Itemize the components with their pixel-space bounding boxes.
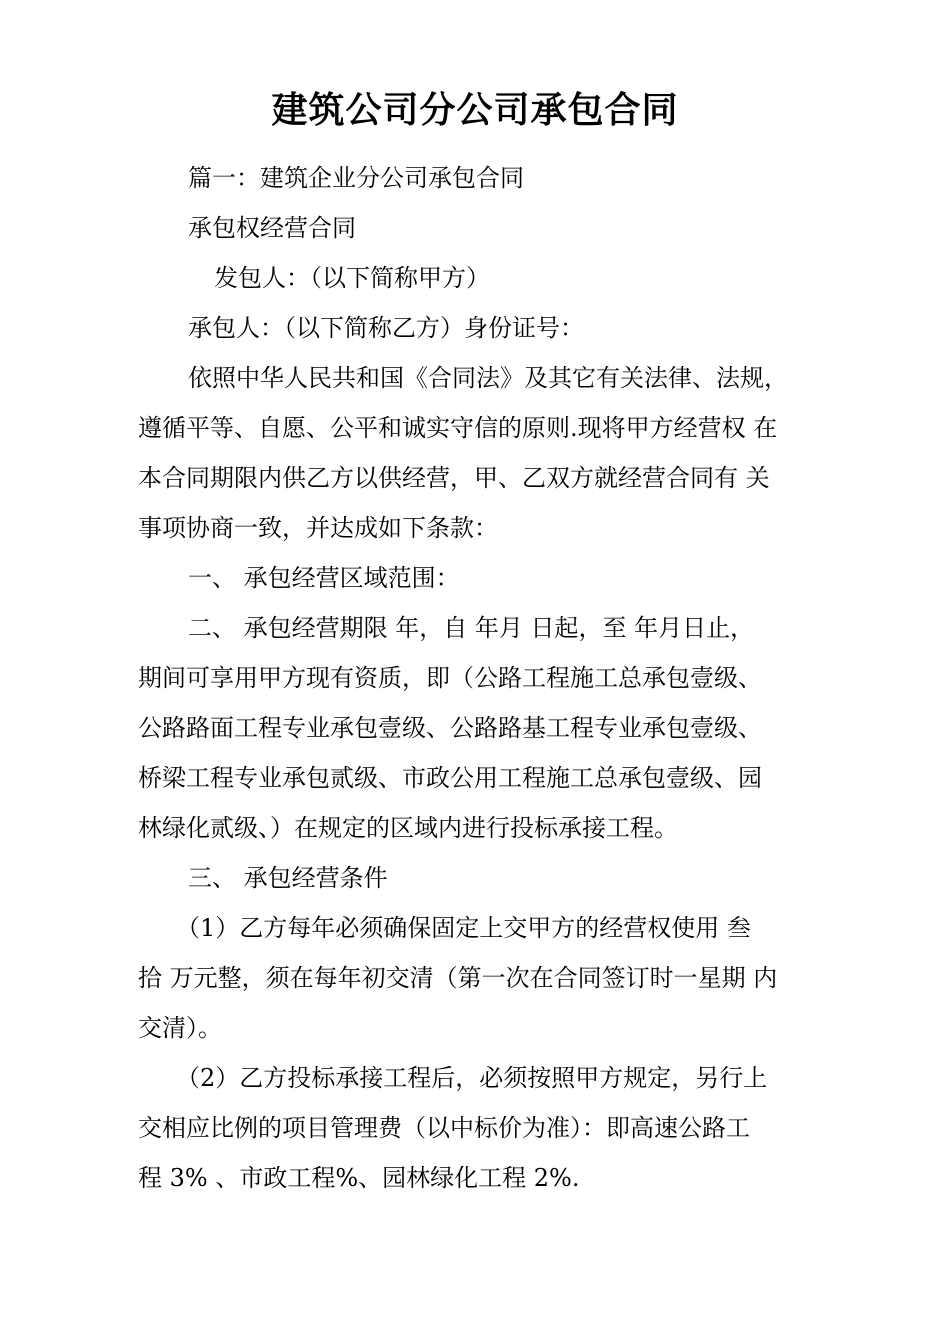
clause-1: 一、 承包经营区域范围： xyxy=(188,564,460,592)
document-title: 建筑公司分公司承包合同 xyxy=(271,90,679,131)
document-body xyxy=(138,153,828,1203)
paragraph-contract-name: 承包权经营合同 xyxy=(188,214,356,242)
clause-2-line: 桥梁工程专业承包贰级、市政公用工程施工总承包壹级、园 xyxy=(138,764,762,792)
clause-3: 三、 承包经营条件 xyxy=(188,864,388,892)
clause-3-item-2 xyxy=(138,1053,828,1203)
clause-2-line: 林绿化贰级、）在规定的区域内进行投标承接工程。 xyxy=(138,814,678,842)
clause-3-item-2-line: （2）乙方投标承接工程后，必须按照甲方规定，另行上 xyxy=(176,1064,768,1092)
preamble-line: 本合同期限内供乙方以供经营，甲、乙双方就经营合同有 关 xyxy=(138,464,770,492)
clause-2-line: 期间可享用甲方现有资质，即（公路工程施工总承包壹级、 xyxy=(138,664,762,692)
preamble-line: 遵循平等、自愿、公平和诚实守信的原则.现将甲方经营权 在 xyxy=(138,414,778,442)
paragraph-subtitle: 篇一：建筑企业分公司承包合同 xyxy=(188,164,524,192)
clause-3-item-1-line: （1）乙方每年必须确保固定上交甲方的经营权使用 叁 xyxy=(176,914,751,942)
clause-2 xyxy=(138,603,828,853)
clause-2-line: 二、 承包经营期限 年，自 年月 日起，至 年月日止， xyxy=(188,614,755,642)
preamble-line: 事项协商一致，并达成如下条款： xyxy=(138,514,498,542)
clause-3-item-1-line: 交清）。 xyxy=(138,1014,222,1042)
clause-3-item-1-line: 拾 万元整，须在每年初交清（第一次在合同签订时一星期 内 xyxy=(138,964,778,992)
clause-3-item-1 xyxy=(138,903,828,1053)
paragraph-party-a: 发包人：（以下简称甲方） xyxy=(214,264,490,292)
paragraph-party-b: 承包人：（以下简称乙方）身份证号： xyxy=(188,314,584,342)
clause-3-item-2-line: 交相应比例的项目管理费（以中标价为准）：即高速公路工 xyxy=(138,1114,750,1142)
clause-2-line: 公路路面工程专业承包壹级、公路路基工程专业承包壹级、 xyxy=(138,714,762,742)
preamble-line: 依照中华人民共和国《合同法》及其它有关法律、法规， xyxy=(188,364,788,392)
clause-3-item-2-line: 程 3% 、市政工程%、园林绿化工程 2%. xyxy=(138,1164,580,1192)
paragraph-preamble xyxy=(138,353,828,553)
